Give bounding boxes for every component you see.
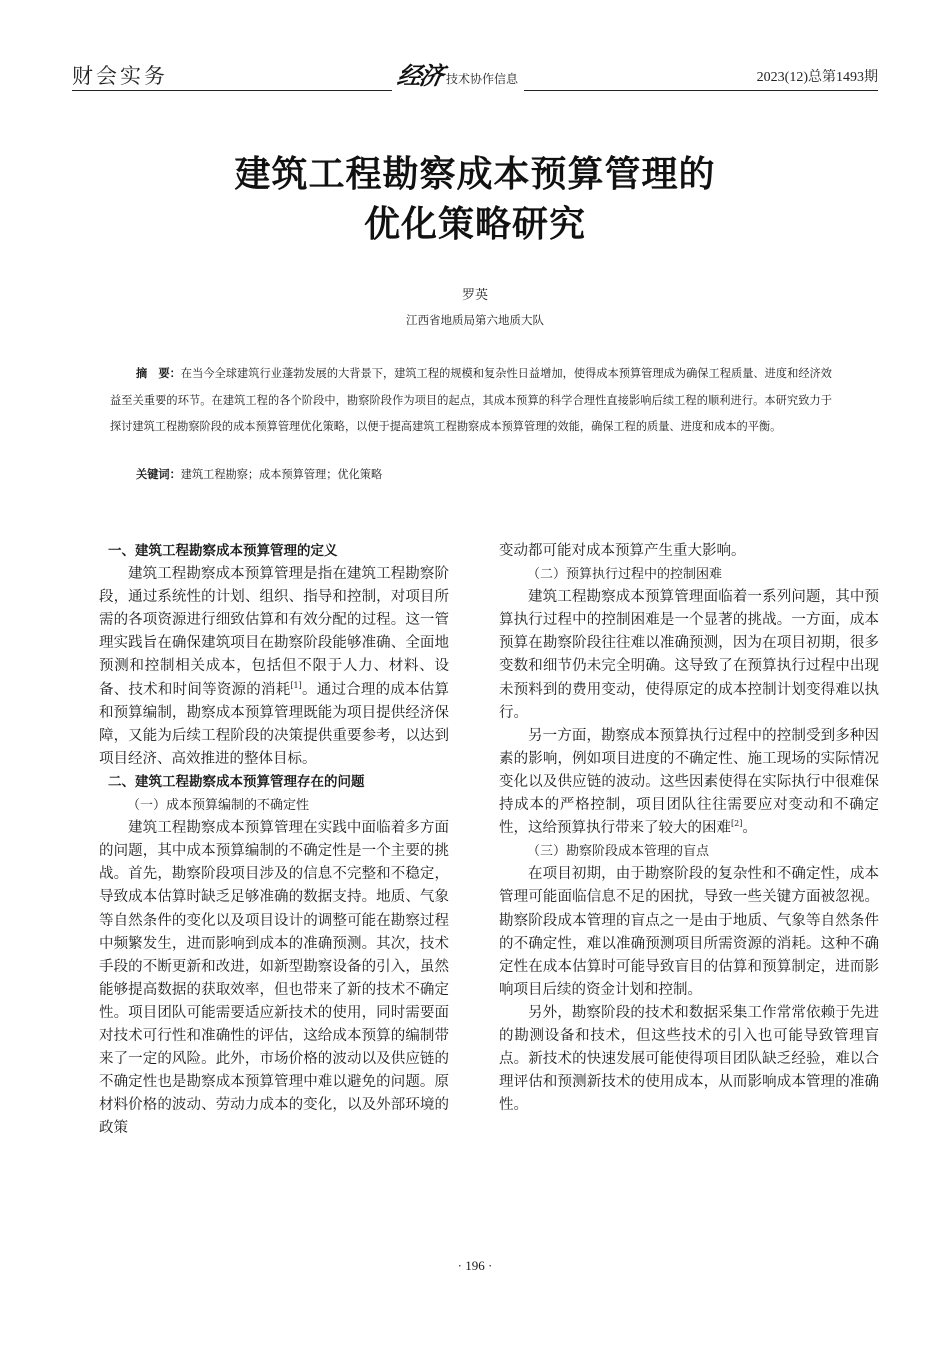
journal-subtitle: 技术协作信息: [446, 72, 519, 86]
issue-number: 2023(12)总第1493期: [756, 70, 878, 85]
paragraph: 在项目初期，由于勘察阶段的复杂性和不确定性，成本管理可能面临信息不足的困扰，导致一些关键方面被忽视。勘察阶段成本管理的盲点之一是由于地质、气象等自然条件的不确定性，难以准确预测项目所需资源的消耗。这种不确定性在成本估算时可能导致盲目的估算和预算制定，进而影响项目后续的资金计划和控制。: [499, 866, 879, 998]
journal-logo: 经济: [395, 61, 445, 90]
paragraph: 另外，勘察阶段的技术和数据采集工作常常依赖于先进的勘测设备和技术，但这些技术的引入也可能导致管理盲点。新技术的快速发展可能使得项目团队缺乏经验，难以合理评估和预测新技术的使用成本，从而影响成本管理的准确性。: [499, 1004, 879, 1114]
keywords: [136, 466, 382, 482]
right-column: [499, 540, 879, 1117]
paragraph-text: 。: [742, 820, 757, 837]
paragraph-continued: 变动都可能对成本预算产生重大影响。: [499, 543, 746, 559]
paragraph-text: 。通过合理的成本估算和预算编制，勘察成本预算管理既能为项目提供经济保障，又能为后续工程阶段的决策提供重要参考，以达到项目经济、高效推进的整体目标。: [99, 681, 450, 767]
subsection-heading: （三）勘察阶段成本管理的盲点: [527, 844, 710, 860]
citation-ref: [1]: [290, 680, 302, 690]
section-label: 财会实务: [72, 64, 168, 88]
keywords-label: 关键词：: [136, 468, 181, 481]
title-line-1: 建筑工程勘察成本预算管理的: [234, 154, 716, 195]
paragraph-text: 另一方面，勘察成本预算执行过程中的控制受到多种因素的影响，例如项目进度的不确定性、施工现场的实际情况变化以及供应链的波动。这些因素使得在实际执行中很难保持成本的严格控制，项目团队往往需要应对变动和不确定性，这给预算执行带来了较大的困难: [499, 727, 879, 837]
keywords-text: 建筑工程勘察；成本预算管理；优化策略: [180, 468, 383, 481]
author-affiliation: 江西省地质局第六地质大队: [406, 313, 544, 327]
paragraph: [499, 725, 879, 840]
section-heading-2: 二、建筑工程勘察成本预算管理存在的问题: [108, 773, 365, 790]
abstract-text: 在当今全球建筑行业蓬勃发展的大背景下，建筑工程的规模和复杂性日益增加，使得成本预算管理成为确保工程质量、进度和经济效益至关重要的环节。在建筑工程的各个阶段中，勘察阶段作为项目的起点，其成本预算的科学合理性直接影响后续工程的顺利进行。本研究致力于探讨建筑工程勘察阶段的成本预算管理优化策略，以便于提高建筑工程勘察成本预算管理的效能，确保工程的质量、进度和成本的平衡。: [110, 367, 832, 433]
abstract: [110, 361, 832, 441]
left-column: [99, 540, 449, 1140]
paragraph: [99, 563, 449, 771]
paragraph: 建筑工程勘察成本预算管理在实践中面临着多方面的问题，其中成本预算编制的不确定性是一个主要的挑战。首先，勘察阶段项目涉及的信息不完整和不稳定，导致成本估算时缺乏足够准确的数据支持。地质、气象等自然条件的变化以及项目设计的调整可能在勘察过程中频繁发生，进而影响到成本的准确预测。其次，技术手段的不断更新和改进，如新型勘察设备的引入，虽然能够提高数据的获取效率，但也带来了新的技术不确定性。项目团队可能需要适应新技术的使用，同时需要面对技术可行性和准确性的评估，这给成本预算的编制带来了一定的风险。此外，市场价格的波动以及供应链的不确定性也是勘察成本预算管理中难以避免的问题。原材料价格的波动、劳动力成本的变化，以及外部环境的政策: [99, 820, 449, 1137]
page-number: · 196 ·: [457, 1258, 493, 1273]
title-line-2: 优化策略研究: [363, 204, 586, 245]
subsection-heading: （一）成本预算编制的不确定性: [127, 798, 310, 814]
abstract-label: 摘 要：: [136, 367, 181, 380]
author-name: 罗英: [461, 288, 488, 303]
paragraph-text: 建筑工程勘察成本预算管理是指在建筑工程勘察阶段，通过系统性的计划、组织、指导和控制，对项目所需的各项资源进行细致估算和有效分配的过程。这一管理实践旨在确保建筑项目在勘察阶段能够准确、全面地预测和控制相关成本，包括但不限于人力、材料、设备、技术和时间等资源的消耗: [99, 566, 449, 698]
running-header: [72, 56, 878, 91]
article-title: [0, 150, 950, 250]
citation-ref: [2]: [731, 819, 743, 829]
section-heading-1: 一、建筑工程勘察成本预算管理的定义: [108, 543, 338, 559]
journal-logo-group: [392, 56, 524, 91]
paragraph: 建筑工程勘察成本预算管理面临着一系列问题，其中预算执行过程中的控制困难是一个显著的挑战。一方面，成本预算在勘察阶段往往难以准确预测，因为在项目初期，很多变数和细节仍未完全明确。这导致了在预算执行过程中出现未预料到的费用变动，使得原定的成本控制计划变得难以执行。: [499, 589, 879, 721]
subsection-heading: （二）预算执行过程中的控制困难: [527, 567, 723, 583]
